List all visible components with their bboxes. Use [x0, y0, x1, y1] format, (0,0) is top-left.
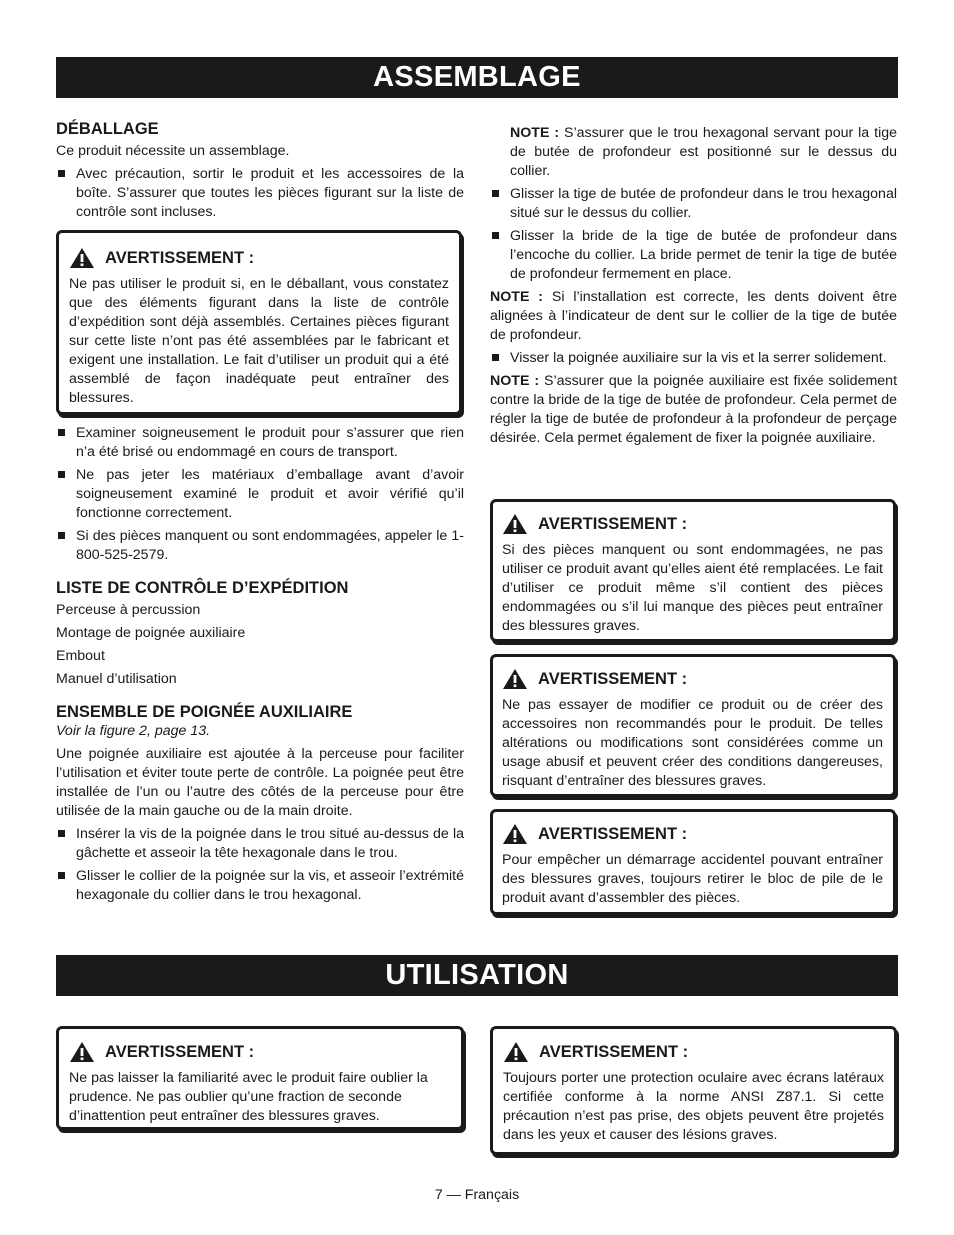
warning-box-eye-protection	[490, 1026, 897, 1155]
warning-text: Toujours porter une protection oculaire avec écrans latéraux certifiée conforme à la norme ANSI Z87.1. Si cette précaution n’est pas prise, des objets peuvent être projetés dans les yeux et causer des lésions graves.	[503, 1070, 884, 1143]
section-banner-assemblage: ASSEMBLAGE	[56, 57, 898, 98]
warning-label: AVERTISSEMENT :	[105, 248, 255, 267]
list-item: Insérer la vis de la poignée dans le trou situé au-dessus de la gâchette et asseoir la tête hexagonale dans le trou.	[56, 825, 464, 863]
list-item: Glisser la bride de la tige de butée de profondeur dans l’encoche du collier. La bride permet de tenir la tige de butée de profondeur fermement en place.	[490, 227, 897, 284]
warning-box-modification	[490, 654, 896, 797]
list-item: Glisser le collier de la poignée sur la vis, et asseoir l’extrémité hexagonale du collier dans le trou hexagonal.	[56, 867, 464, 905]
heading-deballage: DÉBALLAGE	[56, 120, 159, 138]
list-item: Si des pièces manquent ou sont endommagées, appeler le 1-800-525-2579.	[56, 527, 464, 565]
list-item: Glisser la tige de butée de profondeur dans le trou hexagonal situé sur le dessus du collier.	[490, 185, 897, 223]
warning-header	[503, 1041, 884, 1063]
heading-checklist: LISTE DE CONTRÔLE D’EXPÉDITION	[56, 579, 349, 597]
warning-label: AVERTISSEMENT :	[538, 669, 688, 688]
note-text: Si l’installation est correcte, les dents doivent être alignées à l’indicateur de dent sur le collier de la tige de butée de profondeur.	[490, 289, 897, 343]
warning-box-missing-parts	[490, 499, 896, 642]
warning-box-deballage	[56, 230, 462, 415]
inspection-list	[56, 424, 464, 565]
checklist-item: Montage de poignée auxiliaire	[56, 625, 246, 641]
handle-intro: Une poignée auxiliaire est ajoutée à la perceuse pour faciliter l’utilisation et éviter toute perte de contrôle. La poignée peut être installée de l’un ou l’autre des côtés de la perceuse pour être utilisée de la main gauche ou de la main droite.	[56, 746, 464, 819]
figure-reference: Voir la figure 2, page 13.	[56, 723, 211, 739]
warning-label: AVERTISSEMENT :	[538, 824, 688, 843]
deballage-list	[56, 165, 464, 222]
deballage-intro: Ce produit nécessite un assemblage.	[56, 143, 290, 159]
warning-header	[69, 247, 449, 269]
depth-rod-list	[490, 185, 897, 284]
warning-box-battery	[490, 809, 896, 915]
handle-list	[56, 825, 464, 905]
warning-text: Ne pas essayer de modifier ce produit ou de créer des accessoires non recommandés pour le produit. De telles altérations ou modifications sont considérées comme un usage abusif et peuvent créer des conditions dangereuses, risquant d’entraîner des blessures graves.	[502, 697, 883, 789]
warning-text: Si des pièces manquent ou sont endommagées, ne pas utiliser ce produit avant qu’elles aient été remplacées. Le fait d’utiliser ce produit même s’il contient des pièces endommagées ou s’il lui manque des pièces peut entraîner des blessures graves.	[502, 542, 883, 634]
screw-handle-list	[490, 349, 897, 368]
note-hex-hole	[490, 124, 897, 181]
warning-label: AVERTISSEMENT :	[539, 1042, 689, 1061]
warning-triangle-icon	[502, 513, 528, 535]
warning-triangle-icon	[503, 1041, 529, 1063]
warning-label: AVERTISSEMENT :	[105, 1042, 255, 1061]
warning-box-familiarity	[56, 1026, 464, 1130]
list-item: Avec précaution, sortir le produit et les accessoires de la boîte. S’assurer que toutes les pièces figurant sur la liste de contrôle sont incluses.	[56, 165, 464, 222]
note-label: NOTE :	[490, 289, 543, 305]
warning-text: Ne pas utiliser le produit si, en le déballant, vous constatez que des éléments figurant dans la liste de contrôle d’expédition sont déjà assemblés. Certaines pièces figurant sur cette liste n’ont pas été assemblées par le fabricant et exigent une installation. Le fait d’utiliser un produit qui a été assemblé de façon inadéquate peut entraîner des blessures.	[69, 276, 449, 406]
list-item: Visser la poignée auxiliaire sur la vis et la serrer solidement.	[490, 349, 897, 368]
checklist-item: Embout	[56, 648, 105, 664]
warning-triangle-icon	[69, 1041, 95, 1063]
warning-triangle-icon	[69, 247, 95, 269]
warning-text: Ne pas laisser la familiarité avec le produit faire oublier la prudence. Ne pas oublier qu’une fraction de seconde d’inattention peut entraîner des blessures graves.	[69, 1070, 428, 1124]
warning-header	[502, 513, 883, 535]
warning-triangle-icon	[502, 668, 528, 690]
warning-header	[69, 1041, 451, 1063]
warning-header	[502, 668, 883, 690]
note-text: S’assurer que le trou hexagonal servant pour la tige de butée de profondeur est positionné sur le dessus du collier.	[510, 125, 898, 179]
warning-header	[502, 823, 883, 845]
list-item: Examiner soigneusement le produit pour s’assurer que rien n’a été brisé ou endommagé en cours de transport.	[56, 424, 464, 462]
note-label: NOTE :	[510, 125, 560, 141]
page-footer: 7 — Français	[434, 1187, 520, 1203]
checklist-item: Perceuse à percussion	[56, 602, 201, 618]
section-banner-utilisation: UTILISATION	[56, 955, 898, 996]
right-column-top	[490, 124, 897, 448]
note-handle-fixed	[490, 372, 897, 448]
warning-text: Pour empêcher un démarrage accidentel pouvant entraîner des blessures graves, toujours retirer le bloc de pile de le produit avant d’assembler des pièces.	[502, 852, 883, 906]
warning-triangle-icon	[502, 823, 528, 845]
note-teeth	[490, 288, 897, 345]
note-label: NOTE :	[490, 373, 540, 389]
warning-label: AVERTISSEMENT :	[538, 514, 688, 533]
heading-handle: ENSEMBLE DE POIGNÉE AUXILIAIRE	[56, 703, 353, 721]
note-text: S’assurer que la poignée auxiliaire est fixée solidement contre la bride de la tige de butée de profondeur. Cela permet de régler la tige de butée de profondeur à la profondeur de perçage désirée. Cela permet également de fixer la poignée auxiliaire.	[490, 373, 898, 446]
list-item: Ne pas jeter les matériaux d’emballage avant d’avoir soigneusement examiné le produit et avoir vérifié qu’il fonctionne correctement.	[56, 466, 464, 523]
left-column-bottom	[56, 424, 464, 909]
checklist-item: Manuel d’utilisation	[56, 671, 177, 687]
left-column-top	[56, 119, 464, 226]
